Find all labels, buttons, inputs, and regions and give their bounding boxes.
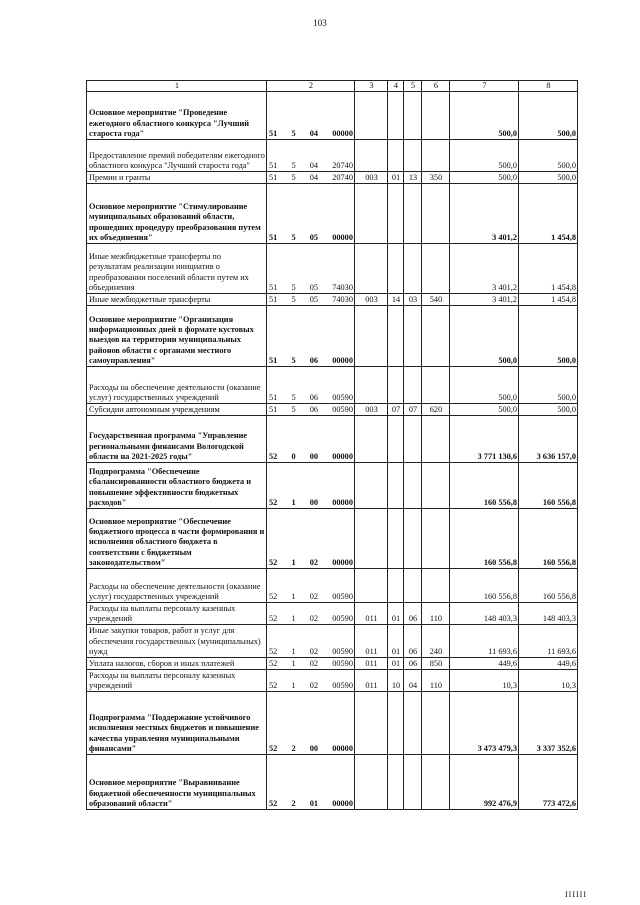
col6-cell: 540 [422, 294, 450, 306]
col6-cell [422, 463, 450, 509]
col6-cell: 620 [422, 404, 450, 416]
col4-cell: 10 [388, 670, 404, 692]
col3-cell: 011 [355, 658, 388, 670]
col5-cell: 06 [404, 603, 422, 625]
code-program: 51 [269, 161, 278, 170]
col5-cell [404, 569, 422, 603]
amount-col7: 160 556,8 [450, 509, 519, 569]
code-direction: 00590 [332, 659, 353, 668]
code-subprogram: 5 [291, 173, 296, 182]
amount-col8: 1 454,8 [519, 244, 578, 294]
code-subprogram: 5 [291, 393, 296, 402]
target-code [267, 625, 355, 658]
col5-cell: 04 [404, 670, 422, 692]
code-direction: 74030 [332, 295, 353, 304]
col4-cell: 01 [388, 625, 404, 658]
code-subprogram: 0 [291, 452, 296, 461]
amount-col8: 500,0 [519, 92, 578, 140]
col4-cell: 14 [388, 294, 404, 306]
code-program: 52 [269, 647, 278, 656]
code-program: 51 [269, 393, 278, 402]
col3-cell: 011 [355, 670, 388, 692]
target-code [267, 184, 355, 244]
code-direction: 20740 [332, 161, 353, 170]
target-code [267, 404, 355, 416]
code-measure: 02 [309, 592, 319, 601]
amount-col7: 3 401,2 [450, 244, 519, 294]
code-direction: 00000 [332, 799, 353, 808]
table-row [87, 509, 578, 569]
target-code [267, 603, 355, 625]
col4-cell [388, 463, 404, 509]
code-measure: 02 [309, 681, 319, 690]
row-name: Основное мероприятие "Проведение ежегодного областного конкурса "Лучший староста года" [87, 92, 267, 140]
table-row [87, 92, 578, 140]
code-measure: 02 [309, 614, 319, 623]
amount-col7: 11 693,6 [450, 625, 519, 658]
col5-cell: 06 [404, 658, 422, 670]
code-program: 51 [269, 233, 278, 242]
table-row [87, 416, 578, 463]
col4-cell [388, 244, 404, 294]
table-row [87, 692, 578, 755]
column-header: 2 [267, 81, 355, 92]
column-header: 8 [519, 81, 578, 92]
col6-cell: 850 [422, 658, 450, 670]
table-row [87, 367, 578, 404]
col6-cell: 110 [422, 603, 450, 625]
row-name: Подпрограмма "Поддержание устойчивого исполнения местных бюджетов и повышение качества управления муниципальными финансами" [87, 692, 267, 755]
code-measure: 06 [309, 393, 319, 402]
code-subprogram: 1 [291, 647, 296, 656]
row-name: Основное мероприятие "Обеспечение бюджетного процесса в части формирования и исполнения областного бюджета в соответствии с бюджетным законодательством" [87, 509, 267, 569]
target-code [267, 658, 355, 670]
amount-col7: 500,0 [450, 367, 519, 404]
amount-col7: 500,0 [450, 172, 519, 184]
amount-col7: 449,6 [450, 658, 519, 670]
col5-cell [404, 509, 422, 569]
code-measure: 06 [309, 356, 319, 365]
code-subprogram: 5 [291, 283, 296, 292]
col3-cell [355, 184, 388, 244]
table-row [87, 172, 578, 184]
code-subprogram: 5 [291, 233, 296, 242]
col4-cell [388, 184, 404, 244]
code-measure: 02 [309, 659, 319, 668]
code-direction: 20740 [332, 173, 353, 182]
code-measure: 06 [309, 405, 319, 414]
page-number: 103 [313, 18, 327, 28]
col3-cell: 011 [355, 625, 388, 658]
table-row [87, 603, 578, 625]
col3-cell [355, 692, 388, 755]
amount-col7: 992 476,9 [450, 755, 519, 810]
code-subprogram: 5 [291, 129, 296, 138]
amount-col8: 500,0 [519, 140, 578, 172]
row-name: Основное мероприятие "Выравнивание бюджетной обеспеченности муниципальных образований области" [87, 755, 267, 810]
table-row [87, 404, 578, 416]
row-name: Иные межбюджетные трансферты [87, 294, 267, 306]
code-program: 52 [269, 558, 278, 567]
code-direction: 00590 [332, 405, 353, 414]
amount-col8: 773 472,6 [519, 755, 578, 810]
code-subprogram: 5 [291, 161, 296, 170]
amount-col8: 148 403,3 [519, 603, 578, 625]
amount-col8: 3 636 157,0 [519, 416, 578, 463]
code-subprogram: 2 [291, 744, 296, 753]
col3-cell [355, 509, 388, 569]
code-subprogram: 5 [291, 405, 296, 414]
code-subprogram: 1 [291, 558, 296, 567]
amount-col7: 3 771 130,6 [450, 416, 519, 463]
amount-col8: 3 337 352,6 [519, 692, 578, 755]
code-direction: 00000 [332, 744, 353, 753]
budget-table [86, 80, 578, 810]
code-measure: 04 [309, 161, 319, 170]
code-measure: 01 [309, 799, 319, 808]
code-program: 51 [269, 295, 278, 304]
col5-cell: 13 [404, 172, 422, 184]
amount-col7: 500,0 [450, 140, 519, 172]
col6-cell [422, 92, 450, 140]
target-code [267, 294, 355, 306]
row-name: Государственная программа "Управление региональными финансами Вологодской области на 2021-2025 годы" [87, 416, 267, 463]
col5-cell [404, 306, 422, 367]
column-header: 4 [388, 81, 404, 92]
code-subprogram: 1 [291, 498, 296, 507]
col3-cell [355, 569, 388, 603]
amount-col7: 500,0 [450, 306, 519, 367]
code-subprogram: 5 [291, 356, 296, 365]
col6-cell [422, 416, 450, 463]
code-direction: 00000 [332, 558, 353, 567]
col4-cell [388, 367, 404, 404]
col5-cell: 07 [404, 404, 422, 416]
row-name: Расходы на выплаты персоналу казенных учреждений [87, 670, 267, 692]
col5-cell [404, 692, 422, 755]
code-measure: 02 [309, 647, 319, 656]
target-code [267, 509, 355, 569]
table-row [87, 244, 578, 294]
code-direction: 74030 [332, 283, 353, 292]
code-subprogram: 1 [291, 592, 296, 601]
col4-cell [388, 755, 404, 810]
col6-cell [422, 140, 450, 172]
col5-cell [404, 92, 422, 140]
col6-cell [422, 755, 450, 810]
target-code [267, 367, 355, 404]
code-direction: 00000 [332, 498, 353, 507]
col4-cell: 01 [388, 172, 404, 184]
amount-col8: 500,0 [519, 404, 578, 416]
code-program: 51 [269, 129, 278, 138]
target-code [267, 670, 355, 692]
amount-col8: 1 454,8 [519, 294, 578, 306]
col5-cell [404, 463, 422, 509]
row-name: Премии и гранты [87, 172, 267, 184]
amount-col7: 3 473 479,3 [450, 692, 519, 755]
amount-col7: 3 401,2 [450, 294, 519, 306]
header-row [87, 81, 578, 92]
target-code [267, 306, 355, 367]
row-name: Подпрограмма "Обеспечение сбалансированности областного бюджета и повышение эффективности бюджетных расходов" [87, 463, 267, 509]
col4-cell [388, 509, 404, 569]
code-subprogram: 5 [291, 295, 296, 304]
col3-cell [355, 367, 388, 404]
col4-cell: 01 [388, 603, 404, 625]
row-name: Расходы на выплаты персоналу казенных учреждений [87, 603, 267, 625]
table-row [87, 184, 578, 244]
target-code [267, 463, 355, 509]
code-subprogram: 1 [291, 614, 296, 623]
code-program: 51 [269, 405, 278, 414]
col6-cell: 350 [422, 172, 450, 184]
amount-col7: 500,0 [450, 404, 519, 416]
col5-cell [404, 140, 422, 172]
code-measure: 05 [309, 295, 319, 304]
table-row [87, 670, 578, 692]
amount-col8: 10,3 [519, 670, 578, 692]
amount-col8: 500,0 [519, 172, 578, 184]
col6-cell [422, 692, 450, 755]
amount-col8: 500,0 [519, 306, 578, 367]
code-direction: 00590 [332, 592, 353, 601]
amount-col7: 500,0 [450, 92, 519, 140]
row-name: Иные межбюджетные трансферты по результатам реализации инициатив о преобразовании поселений области путем их объединения [87, 244, 267, 294]
code-program: 52 [269, 452, 278, 461]
code-program: 52 [269, 614, 278, 623]
table-row [87, 463, 578, 509]
col3-cell [355, 416, 388, 463]
column-header: 6 [422, 81, 450, 92]
code-subprogram: 1 [291, 659, 296, 668]
column-header: 1 [87, 81, 267, 92]
code-measure: 00 [309, 744, 319, 753]
col5-cell [404, 416, 422, 463]
target-code [267, 140, 355, 172]
amount-col8: 1 454,8 [519, 184, 578, 244]
code-program: 52 [269, 681, 278, 690]
amount-col8: 160 556,8 [519, 509, 578, 569]
row-name: Предоставление премий победителям ежегодного областного конкурса "Лучший староста года" [87, 140, 267, 172]
col5-cell [404, 367, 422, 404]
amount-col8: 500,0 [519, 367, 578, 404]
col4-cell [388, 140, 404, 172]
table-row [87, 755, 578, 810]
target-code [267, 92, 355, 140]
amount-col7: 3 401,2 [450, 184, 519, 244]
code-program: 52 [269, 659, 278, 668]
col3-cell [355, 755, 388, 810]
col4-cell [388, 306, 404, 367]
amount-col8: 11 693,6 [519, 625, 578, 658]
amount-col7: 160 556,8 [450, 463, 519, 509]
code-measure: 02 [309, 558, 319, 567]
code-subprogram: 1 [291, 681, 296, 690]
col3-cell: 011 [355, 603, 388, 625]
col3-cell [355, 463, 388, 509]
table-row [87, 306, 578, 367]
amount-col7: 148 403,3 [450, 603, 519, 625]
row-name: Основное мероприятие "Стимулирование муниципальных образований области, прошедших процедуру преобразования путем их объединения" [87, 184, 267, 244]
col6-cell [422, 509, 450, 569]
code-program: 52 [269, 744, 278, 753]
code-program: 52 [269, 592, 278, 601]
col5-cell: 03 [404, 294, 422, 306]
code-direction: 00590 [332, 393, 353, 402]
col6-cell [422, 306, 450, 367]
col4-cell: 07 [388, 404, 404, 416]
col5-cell: 06 [404, 625, 422, 658]
target-code [267, 244, 355, 294]
col4-cell [388, 416, 404, 463]
row-name: Иные закупки товаров, работ и услуг для обеспечения государственных (муниципальных) нужд [87, 625, 267, 658]
col6-cell [422, 367, 450, 404]
code-measure: 00 [309, 452, 319, 461]
code-program: 52 [269, 799, 278, 808]
col6-cell [422, 184, 450, 244]
table-row [87, 294, 578, 306]
col4-cell [388, 92, 404, 140]
code-program: 51 [269, 173, 278, 182]
amount-col7: 10,3 [450, 670, 519, 692]
col3-cell [355, 306, 388, 367]
column-header: 7 [450, 81, 519, 92]
code-measure: 05 [309, 233, 319, 242]
column-header: 5 [404, 81, 422, 92]
code-subprogram: 2 [291, 799, 296, 808]
code-measure: 05 [309, 283, 319, 292]
barcode-mark: IIIIII [565, 890, 587, 899]
code-direction: 00590 [332, 614, 353, 623]
table-row [87, 569, 578, 603]
amount-col8: 160 556,8 [519, 463, 578, 509]
table-row [87, 140, 578, 172]
row-name: Расходы на обеспечение деятельности (оказание услуг) государственных учреждений [87, 569, 267, 603]
col6-cell [422, 569, 450, 603]
code-direction: 00590 [332, 647, 353, 656]
code-measure: 04 [309, 129, 319, 138]
column-header: 3 [355, 81, 388, 92]
col3-cell [355, 92, 388, 140]
row-name: Основное мероприятие "Организация информационных дней в формате кустовых выездов на территории муниципальных районов области с органами местного самоуправления" [87, 306, 267, 367]
code-program: 51 [269, 283, 278, 292]
code-direction: 00000 [332, 233, 353, 242]
col3-cell [355, 244, 388, 294]
table-row [87, 625, 578, 658]
row-name: Субсидии автономным учреждениям [87, 404, 267, 416]
target-code [267, 416, 355, 463]
code-direction: 00000 [332, 356, 353, 365]
amount-col8: 160 556,8 [519, 569, 578, 603]
col3-cell: 003 [355, 294, 388, 306]
row-name: Расходы на обеспечение деятельности (оказание услуг) государственных учреждений [87, 367, 267, 404]
col6-cell: 240 [422, 625, 450, 658]
col3-cell: 003 [355, 172, 388, 184]
col6-cell: 110 [422, 670, 450, 692]
col4-cell [388, 692, 404, 755]
code-program: 51 [269, 356, 278, 365]
code-program: 52 [269, 498, 278, 507]
col3-cell: 003 [355, 404, 388, 416]
target-code [267, 172, 355, 184]
code-measure: 00 [309, 498, 319, 507]
code-direction: 00000 [332, 129, 353, 138]
col4-cell: 01 [388, 658, 404, 670]
row-name: Уплата налогов, сборов и иных платежей [87, 658, 267, 670]
col4-cell [388, 569, 404, 603]
target-code [267, 692, 355, 755]
code-direction: 00590 [332, 681, 353, 690]
col3-cell [355, 140, 388, 172]
code-direction: 00000 [332, 452, 353, 461]
target-code [267, 755, 355, 810]
col6-cell [422, 244, 450, 294]
col5-cell [404, 184, 422, 244]
amount-col7: 160 556,8 [450, 569, 519, 603]
col5-cell [404, 244, 422, 294]
amount-col8: 449,6 [519, 658, 578, 670]
table-row [87, 658, 578, 670]
target-code [267, 569, 355, 603]
code-measure: 04 [309, 173, 319, 182]
col5-cell [404, 755, 422, 810]
